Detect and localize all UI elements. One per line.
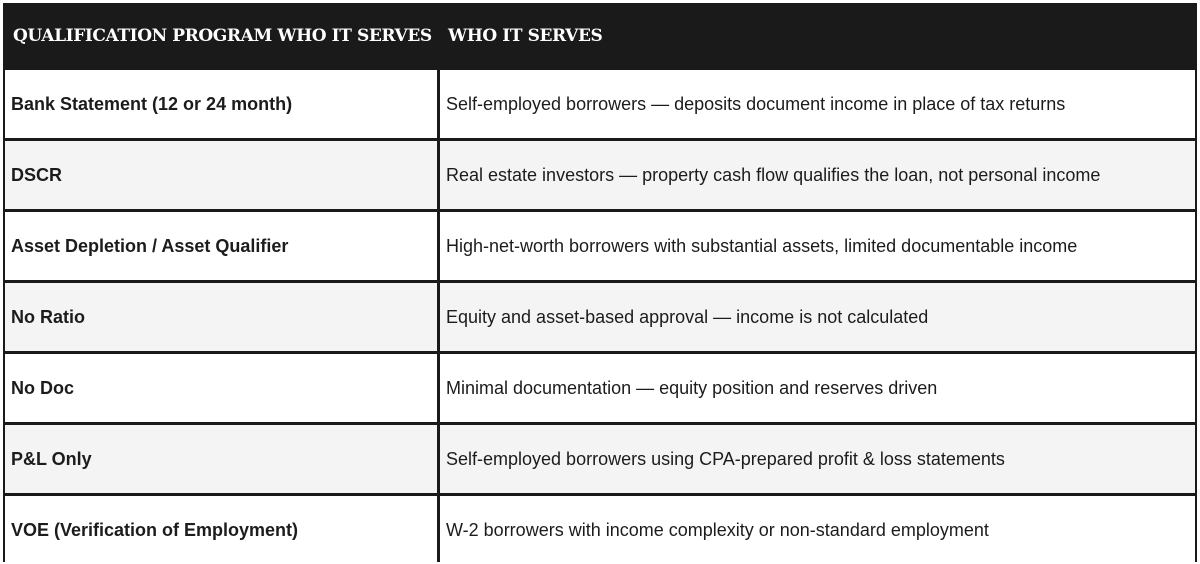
table-row: [3, 283, 1197, 351]
program-cell: P&L Only: [5, 425, 437, 493]
header-who-it-serves: WHO IT SERVES: [448, 26, 603, 46]
table-header-row: [3, 3, 1197, 70]
table-row: [3, 70, 1197, 138]
table-body: [3, 70, 1197, 564]
table-row: [3, 141, 1197, 209]
serves-cell: Real estate investors — property cash flow qualifies the loan, not personal income: [440, 141, 1195, 209]
program-cell: No Doc: [5, 354, 437, 422]
table-row: [3, 425, 1197, 493]
header-qualification-program: QUALIFICATION PROGRAM WHO IT SERVES: [13, 26, 432, 46]
program-cell: DSCR: [5, 141, 437, 209]
program-cell: Bank Statement (12 or 24 month): [5, 70, 437, 138]
serves-cell: Equity and asset-based approval — income is not calculated: [440, 283, 1195, 351]
serves-cell: High-net-worth borrowers with substantial assets, limited documentable income: [440, 212, 1195, 280]
table-row: [3, 496, 1197, 564]
program-cell: No Ratio: [5, 283, 437, 351]
program-cell: Asset Depletion / Asset Qualifier: [5, 212, 437, 280]
programs-table: [3, 3, 1197, 562]
serves-cell: W-2 borrowers with income complexity or non-standard employment: [440, 496, 1195, 564]
table-row: [3, 354, 1197, 422]
serves-cell: Minimal documentation — equity position and reserves driven: [440, 354, 1195, 422]
table-row: [3, 212, 1197, 280]
serves-cell: Self-employed borrowers using CPA-prepared profit & loss statements: [440, 425, 1195, 493]
program-cell: VOE (Verification of Employment): [5, 496, 437, 564]
serves-cell: Self-employed borrowers — deposits document income in place of tax returns: [440, 70, 1195, 138]
